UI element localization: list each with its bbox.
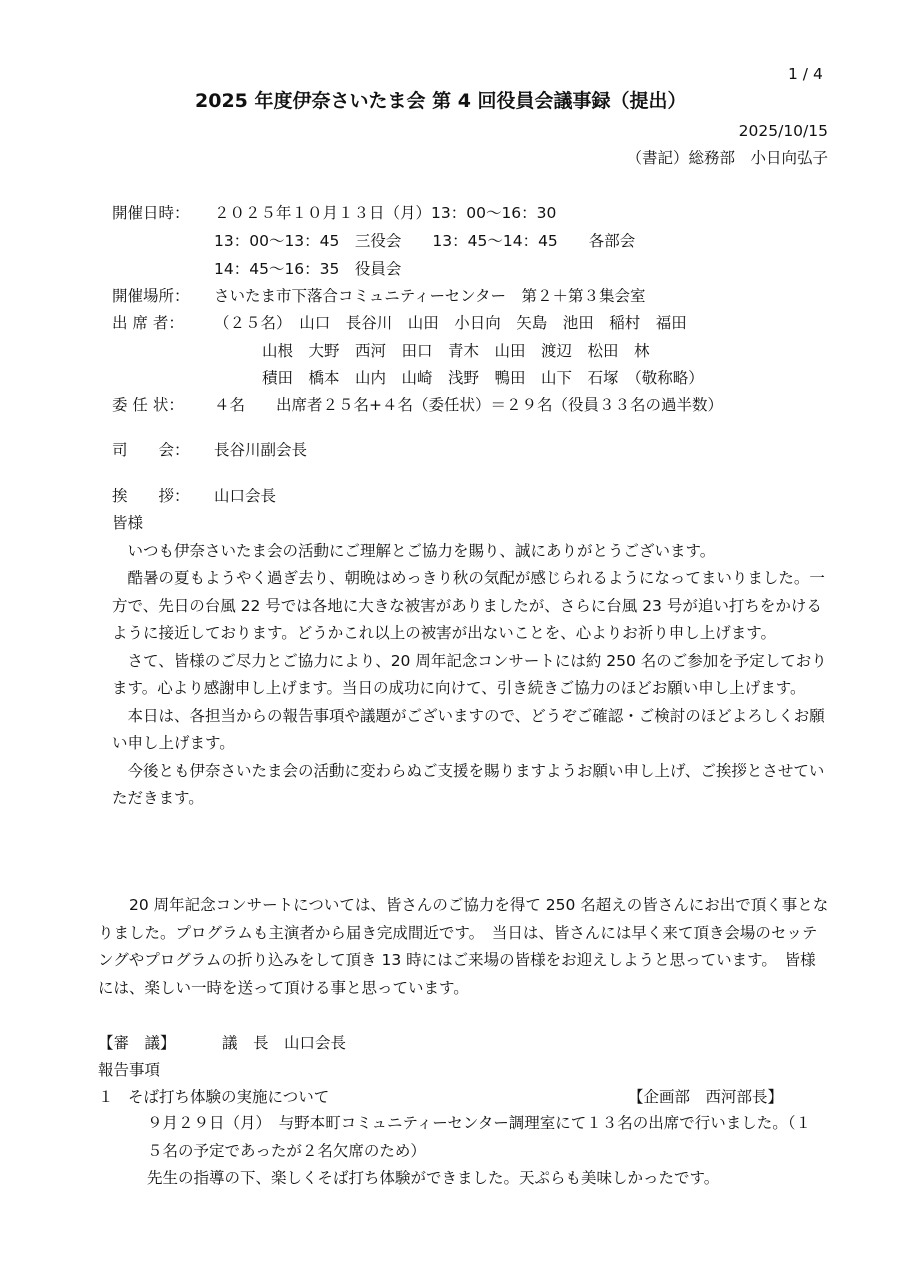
greeting-label: 挨 拶： [112,487,190,505]
item-department: 【企画部 西河部長】 [627,1088,783,1106]
greeting-paragraph-1: いつも伊奈さいたま会の活動にご理解とご協力を賜り、誠にありがとうございます。 [127,541,716,560]
greeting-paragraph-4: 本日は、各担当からの報告事項や議題がございますので、どうぞご確認・ご検討のほどよろしくお願い申し上げます。 [112,706,825,752]
page-number: 1 / 4 [788,65,823,83]
schedule-line-2: 14：45～16：35 役員会 [214,260,402,278]
deliberation-heading: 【審 議】 [98,1034,176,1052]
item-number: １ [98,1088,114,1106]
datetime-label: 開催日時： [112,204,190,222]
proxy-value: ４名 出席者２５名+４名（委任状）＝２９名（役員３３名の過半数） [214,396,723,414]
schedule-line-1: 13：00～13：45 三役会 13：45～14：45 各部会 [214,232,636,250]
greeting-text [112,510,830,813]
concert-note [98,892,830,1002]
greeting-by: 山口会長 [214,487,277,505]
item-title: そば打ち体験の実施について [128,1088,330,1106]
attendees-line-2: 山根 大野 西河 田口 青木 山田 渡辺 松田 林 [262,342,650,360]
greeting-paragraph-3: さて、皆様のご尽力とご協力により、20 周年記念コンサートには約 250 名のご参加を予定しております。心より感謝申し上げます。当日の成功に向けて、引き続きご協力のほどお願い申し上げます。 [112,651,827,697]
place-value: さいたま市下落合コミュニティーセンター 第２＋第３集会室 [214,287,646,305]
item-line-1: ９月２９日（月） 与野本町コミュニティーセンター調理室にて１３名の出席で行いました。（１５名の予定であったが２名欠席のため） [147,1114,812,1160]
attendees-line-3: 積田 橋本 山内 山崎 浅野 鴨田 山下 石塚 （敬称略） [262,369,704,387]
proxy-label: 委 任 状： [112,396,184,414]
datetime-value: ２０２５年１０月１３日（月）13：00～16：30 [214,204,557,222]
place-label: 開催場所： [112,287,190,305]
reports-label: 報告事項 [98,1061,161,1079]
attendees-line-1: （２５名） 山口 長谷川 山田 小日向 矢島 池田 稲村 福田 [214,314,687,332]
greeting-salutation: 皆様 [112,514,144,532]
item-line-2: 先生の指導の下、楽しくそば打ち体験ができました。天ぷらも美味しかったです。 [147,1169,720,1187]
greeting-paragraph-2: 酷暑の夏もようやく過ぎ去り、朝晩はめっきり秋の気配が感じられるようになってまいりました。一方で、先日の台風 22 号では各地に大きな被害がありましたが、さらに台風 23 号が追い打ちをかけるように接近しております。どうかこれ以上の被害が出ないことを、心よりお祈り申し上げます。 [112,569,825,642]
chair-label: 司 会： [112,441,190,459]
item-body [147,1110,823,1193]
concert-note-text: 20 周年記念コンサートについては、皆さんのご協力を得て 250 名超えの皆さんにお出で頂く事となりました。プログラムも主演者から届き完成間近です。 当日は、皆さんには早く来て頂き会場のセッテングやプログラムの折り込みをして頂き 13 時にはご来場の皆様をお迎えしようと思っています。 皆様には、楽しい一時を送って頂ける事と思っています。 [98,896,829,997]
attendees-label: 出 席 者： [112,314,184,332]
deliberation-chair: 議 長 山口会長 [222,1034,347,1052]
chair-value: 長谷川副会長 [214,441,308,459]
document-title: 2025 年度伊奈さいたま会 第 4 回役員会議事録（提出） [195,90,687,112]
document-date: 2025/10/15 [738,122,828,140]
clerk-name: （書記）総務部 小日向弘子 [626,149,828,167]
greeting-paragraph-5: 今後とも伊奈さいたま会の活動に変わらぬご支援を賜りますようお願い申し上げ、ご挨拶とさせていただきます。 [112,761,825,807]
